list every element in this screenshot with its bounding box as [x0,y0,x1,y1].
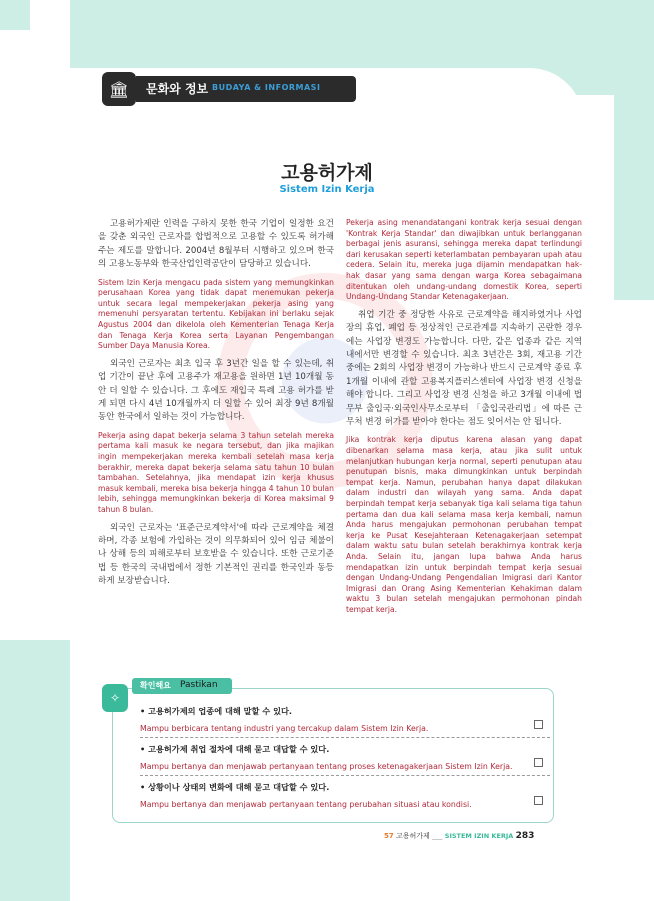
mint-background-bottom-left [0,640,70,901]
checklist-item [140,782,550,809]
paragraph-kr: 취업 기간 중 정당한 사유로 근로계약을 해지하였거나 사업장의 휴업, 폐업 등 정상적인 근로관계를 지속하기 곤란한 경우에는 사업장 변경도 가능합니다. 다만, 같은 업종과 같은 지역 내에서만 변경할 수 있습니다. 최초 3년간은 3회, 재고용 기간 중에는 2회의 사업장 변경이 가능하나 반드시 근로계약 종료 후 1개월 이내에 관할 고용복지플러스센터에 사업장 변경 신청을 해야 합니다. 그리고 사업장 변경 신청을 하고 3개월 이내에 법무부 출입국·외국인사무소로부터 「출입국관리법」에 따른 근무처 변경 허가를 받아야 한다는 점도 잊어서는 안 됩니다. [346,309,582,427]
checklist-label-id: Pastikan [180,680,218,690]
article-subtitle: Sistem Izin Kerja [279,184,375,195]
checklist-question: • 상황이나 상태의 변화에 대해 묻고 대답할 수 있다. [140,782,330,792]
section-title-id: BUDAYA & INFORMASI [212,83,321,92]
article-title: 고용허가제 [281,162,373,184]
checkbox[interactable] [534,720,543,729]
paragraph-id: Pekerja asing dapat bekerja selama 3 tahun setelah mereka pertama kali masuk ke negara tersebut, dan jika majikan ingin mempekerjakan mereka kembali setelah masa kerja berakhir, mereka dapat bekerja selama satu tahun 10 bulan tambahan. Setelahnya, jika mendapat izin kerja khusus masuk kembali, mereka bisa bekerja hingga 4 tahun 10 bulan lebih, sehingga memungkinkan bekerja di Korea maksimal 9 tahun 8 bulan. [98,430,334,514]
article-left-column [98,218,334,595]
article-right-column [346,218,582,622]
lesson-title-id: SISTEM IZIN KERJA [444,832,514,840]
checklist-label-kr: 확인해요 [140,681,171,690]
checkbox[interactable] [534,758,543,767]
checklist-question: • 고용허가제의 업종에 대해 말할 수 있다. [140,706,292,716]
section-title-kr: 문화와 정보 [146,82,209,96]
white-background-right [614,300,654,901]
checklist-answer: Mampu berbicara tentang industri yang tercakup dalam Sistem Izin Kerja. [140,724,429,733]
checklist-answer: Mampu bertanya dan menjawab pertanyaan tentang perubahan situasi atau kondisi. [140,800,472,809]
paragraph-kr: 외국인 근로자는 최초 입국 후 3년간 일을 할 수 있는데, 취업 기간이 끝난 후에 고용주가 재고용을 원하면 1년 10개월 동안 더 일할 수 있습니다. 그 후에도 재입국 특례 고용 허가를 받게 되면 다시 4년 10개월까지 더 일할 수 있어 최장 9년 8개월 동안 한국에서 일하는 것이 가능합니다. [98,358,334,423]
paragraph-id: Pekerja asing menandatangani kontrak kerja sesuai dengan 'Kontrak Kerja Standar' dan diwajibkan untuk berlangganan berbagai jenis asuransi, sehingga mereka dapat terlindungi dari kerusakan seperti keterlambatan pembayaran upah atau cedera. Selain itu, mereka juga dijamin mendapatkan hak-hak dasar yang sama dengan warga Korea sebagaimana ditentukan oleh undang-undang domestik Korea, seperti Undang-Undang Standar Ketenagakerjaan. [346,218,582,302]
checklist-answer: Mampu bertanya dan menjawab pertanyaan tentang proses ketenagakerjaan Sistem Izin Kerja. [140,762,513,771]
building-icon: 🏛 [102,72,136,106]
mint-background-corner [0,0,30,30]
lesson-title-kr: 고용허가제 [395,832,430,840]
checklist-item [140,706,550,733]
paragraph-kr: 외국인 근로자는 '표준근로계약서'에 따라 근로계약을 체결하며, 각종 보험에 가입하는 것이 의무화되어 있어 임금 체불이나 상해 등의 피해로부터 보호받을 수 있습니다. 또한 근로기준법 등 한국의 국내법에서 정한 기본적인 권리를 한국인과 동등하게 보장받습니다. [98,522,334,587]
divider [140,737,550,738]
lesson-number: 57 [384,832,394,840]
mint-background-right [614,0,654,300]
divider [140,775,550,776]
page-footer: 57 고용허가제 ___ SISTEM IZIN KERJA 283 [384,831,535,841]
page-number: 283 [515,831,535,841]
checkbox[interactable] [534,796,543,805]
paragraph-kr: 고용허가제란 인력을 구하지 못한 한국 기업이 일정한 요건을 갖춘 외국인 근로자를 합법적으로 고용할 수 있도록 허가해 주는 제도를 말합니다. 2004년 8월부터 시행하고 있으며 한국의 고용노동부와 한국산업인력공단이 담당하고 있습니다. [98,219,334,270]
lightbulb-icon: ✧ [102,684,128,712]
checklist-item [140,744,550,771]
checklist-question: • 고용허가제 취업 절차에 대해 묻고 대답할 수 있다. [140,744,330,754]
paragraph-id: Jika kontrak kerja diputus karena alasan yang dapat dibenarkan selama masa kerja, atau jika sulit untuk melanjutkan hubungan kerja normal, seperti penutupan atau penutupan bisnis, maka dimungkinkan untuk berpindah tempat kerja. Namun, perubahan hanya dapat dilakukan dalam industri dan wilayah yang sama. Anda dapat berpindah tempat kerja sebanyak tiga kali selama tiga tahun pertama dan dua kali selama masa kerja kembali, namun Anda harus mengajukan permohonan perubahan tempat kerja ke Pusat Kesejahteraan Ketenagakerjaan setempat dalam waktu satu bulan setelah berakhirnya kontrak kerja Anda. Selain itu, jangan lupa bahwa Anda harus mendapatkan izin untuk berpindah tempat kerja sesuai dengan Undang-Undang Pengendalian Imigrasi dari Kantor Imigrasi dan Orang Asing Kementerian Kehakiman dalam waktu 3 bulan setelah mengajukan permohonan pindah tempat kerja. [346,435,582,614]
paragraph-id: Sistem Izin Kerja mengacu pada sistem yang memungkinkan perusahaan Korea yang tidak dapat menemukan pekerja untuk secara legal mempekerjakan pekerja asing yang memenuhi persyaratan tertentu. Kebijakan ini berlaku sejak Agustus 2004 dan dikelola oleh Kementerian Tenaga Kerja dan Tenaga Kerja Korea serta Layanan Pengembangan Sumber Daya Manusia Korea. [98,277,334,351]
